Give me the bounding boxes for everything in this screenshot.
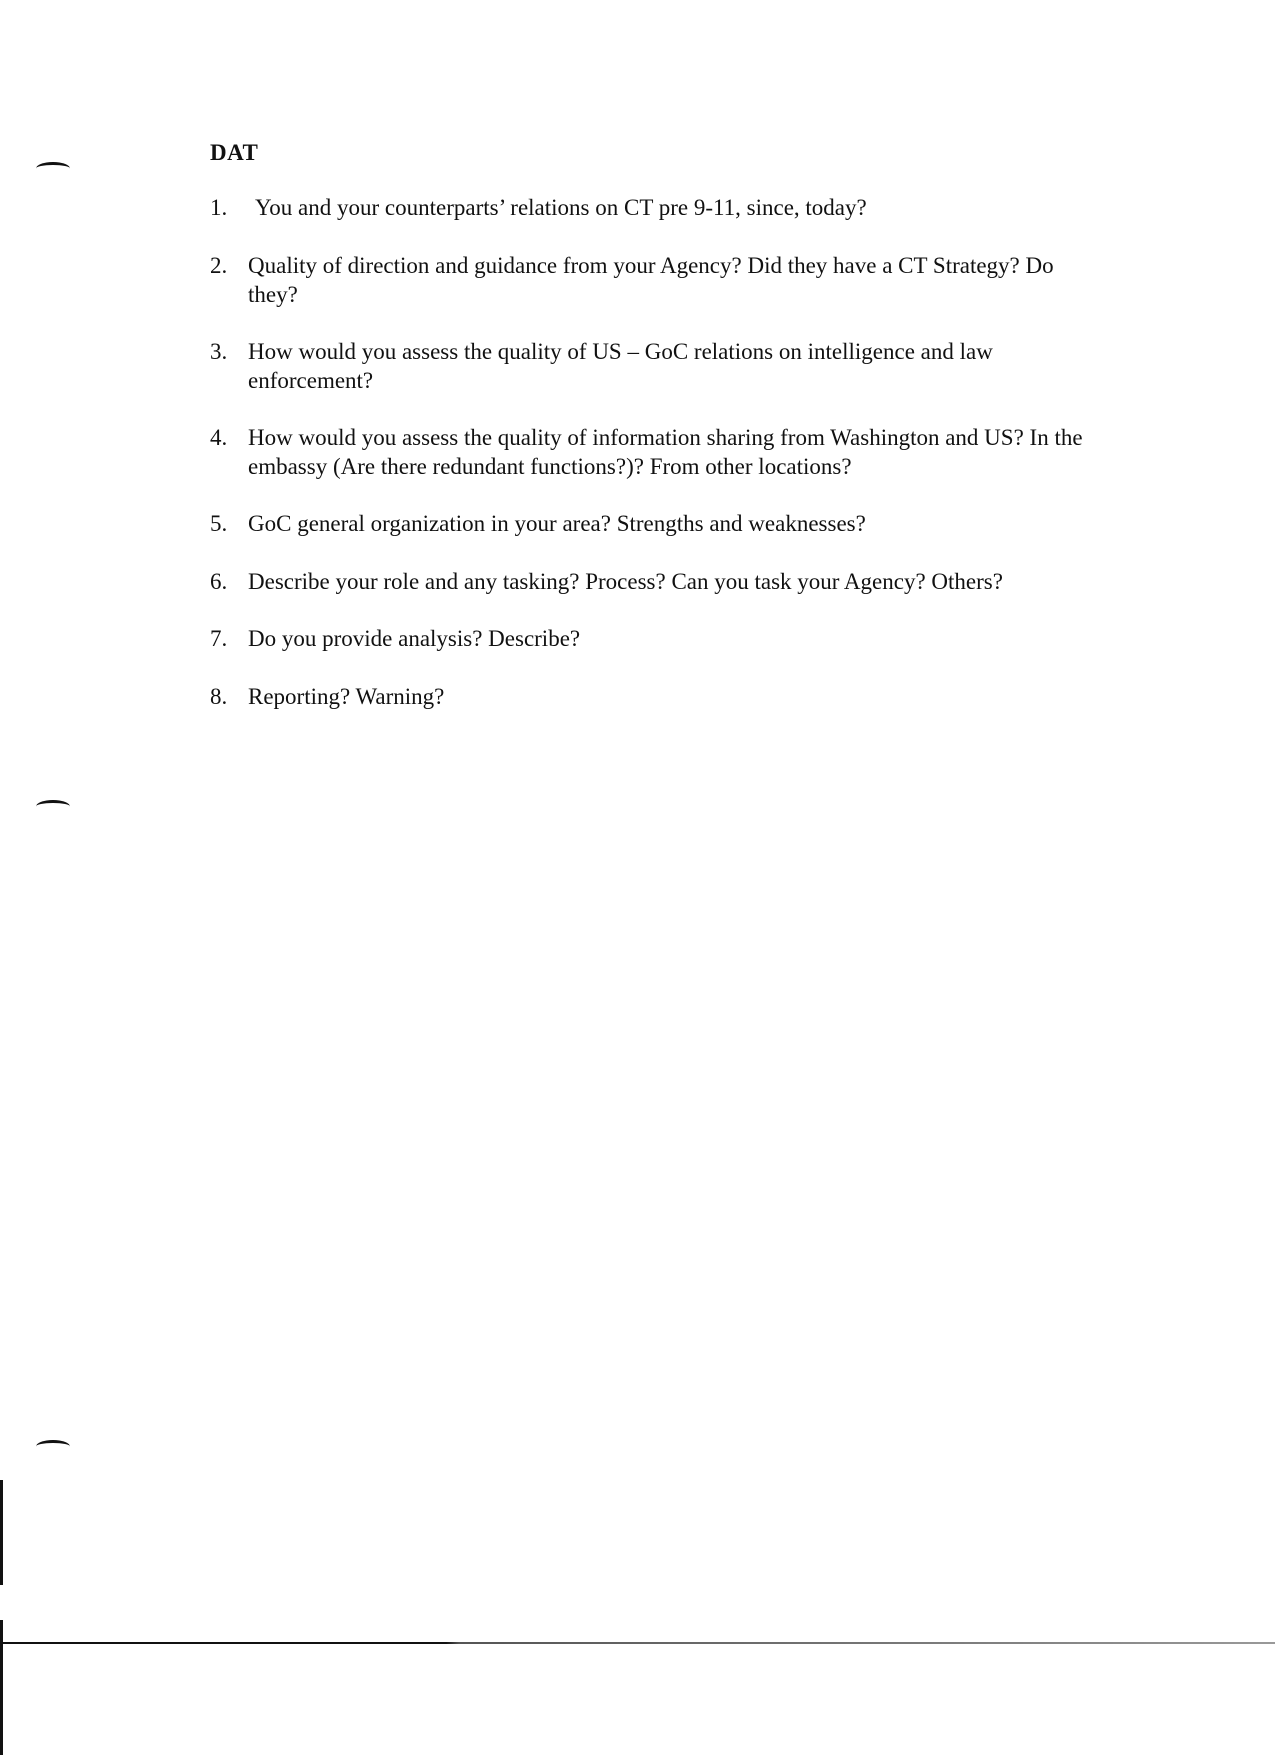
question-number: 2. [210, 253, 228, 278]
question-text: Describe your role and any tasking? Process? Can you task your Agency? Others? [248, 569, 1003, 594]
scan-edge-bottom [0, 1642, 1275, 1644]
question-item [210, 509, 1090, 538]
question-number: 7. [210, 626, 228, 651]
question-number: 3. [210, 339, 228, 364]
question-item [210, 624, 1090, 653]
scan-edge-left-lower [0, 1620, 3, 1755]
question-item [210, 337, 1090, 395]
question-number: 4. [210, 425, 228, 450]
scan-edge-left [0, 1480, 3, 1585]
binder-hole-mark [36, 800, 70, 813]
document-heading: DAT [210, 140, 259, 165]
question-item [210, 251, 1090, 309]
question-item [210, 423, 1090, 481]
question-text: You and your counterparts’ relations on CT pre 9-11, since, today? [255, 195, 867, 220]
binder-hole-mark [36, 162, 70, 175]
question-item [210, 193, 1090, 222]
question-number: 5. [210, 511, 228, 536]
question-text: How would you assess the quality of US – GoC relations on intelligence and law enforcement? [248, 339, 993, 393]
question-number: 6. [210, 569, 228, 594]
question-text: GoC general organization in your area? Strengths and weaknesses? [248, 511, 866, 536]
question-text: How would you assess the quality of information sharing from Washington and US? In the embassy (Are there redundant functions?)? From other locations? [248, 425, 1083, 479]
binder-hole-mark [36, 1440, 70, 1453]
question-text: Do you provide analysis? Describe? [248, 626, 581, 651]
question-item [210, 567, 1090, 596]
question-text: Quality of direction and guidance from your Agency? Did they have a CT Strategy? Do they? [248, 253, 1054, 307]
question-text: Reporting? Warning? [248, 684, 445, 709]
question-number: 1. [210, 195, 228, 220]
question-item [210, 682, 1090, 711]
question-list [210, 193, 1090, 740]
question-number: 8. [210, 684, 228, 709]
